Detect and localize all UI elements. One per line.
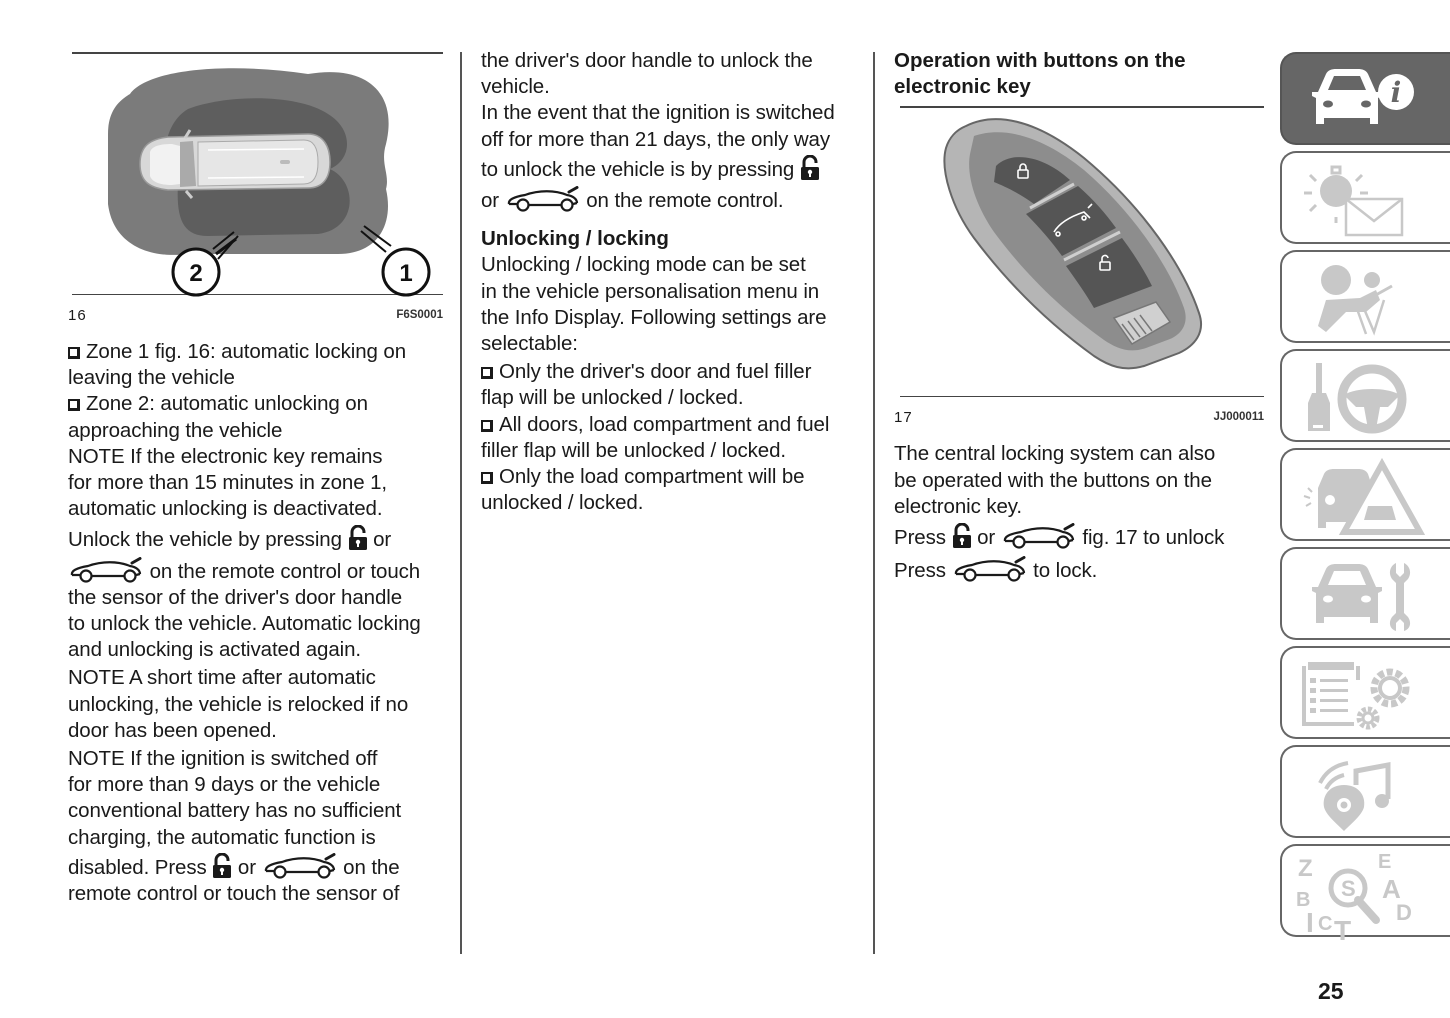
bullet-item: Zone 2: automatic unlocking on bbox=[68, 391, 443, 417]
bullet-icon bbox=[481, 472, 493, 484]
car-tailgate-icon bbox=[68, 557, 144, 583]
svg-text:S: S bbox=[1341, 876, 1356, 901]
key-steering-wheel-icon bbox=[1296, 359, 1426, 435]
seatbelt-airbag-icon bbox=[1296, 260, 1426, 336]
tab-multimedia[interactable] bbox=[1280, 745, 1450, 838]
car-wrench-icon bbox=[1296, 557, 1426, 633]
bullet-item: Only the driver's door and fuel filler bbox=[481, 359, 856, 385]
section-heading: Operation with buttons on the electronic key bbox=[894, 49, 1186, 99]
tab-emergency[interactable] bbox=[1280, 448, 1450, 541]
svg-text:D: D bbox=[1396, 900, 1412, 925]
tab-car-info[interactable] bbox=[1280, 52, 1450, 145]
unlock-padlock-icon bbox=[952, 523, 972, 549]
svg-text:Z: Z bbox=[1298, 855, 1313, 882]
keyless-zones-illustration bbox=[68, 54, 443, 294]
column-1 bbox=[68, 48, 443, 907]
unlock-padlock-icon bbox=[800, 155, 820, 181]
tab-dashboard-lights[interactable] bbox=[1280, 151, 1450, 244]
figure-bottom-rule bbox=[72, 294, 443, 296]
svg-text:1: 1 bbox=[399, 259, 413, 287]
tab-starting-driving[interactable] bbox=[1280, 349, 1450, 442]
svg-text:B: B bbox=[1296, 889, 1311, 911]
note-text: NOTE A short time after automatic bbox=[68, 666, 376, 690]
column-divider bbox=[460, 52, 462, 954]
svg-text:E: E bbox=[1378, 851, 1392, 873]
unlock-padlock-icon bbox=[212, 853, 232, 879]
body-text: The central locking system can also be operated with the buttons on the electronic key. Press or fig. 17 to unlock Press to lock. bbox=[894, 442, 1225, 583]
column-3 bbox=[894, 48, 1264, 584]
note-text: NOTE If the ignition is switched off bbox=[68, 747, 378, 771]
bullet-icon bbox=[481, 420, 493, 432]
svg-text:2: 2 bbox=[189, 259, 203, 287]
column-divider bbox=[873, 52, 875, 954]
figure-code: F6S0001 bbox=[396, 309, 443, 321]
figure-caption bbox=[68, 305, 443, 325]
bullet-icon bbox=[68, 399, 80, 411]
alphabet-search-icon bbox=[1296, 851, 1426, 946]
svg-text:A: A bbox=[1382, 874, 1401, 904]
body-text: Unlocking / locking mode can be set in the vehicle personalisation menu in the Info Display. Following settings are selectable: Only the driver's door and fuel filler flap will be unlocked / locked. All doors, load compartment and fuel filler flap will be unlocked / locked. Only the load compartment will be unlocked / locked. bbox=[481, 252, 856, 516]
bullet-icon bbox=[481, 367, 493, 379]
car-tailgate-icon bbox=[952, 556, 1028, 582]
tab-technical-data[interactable] bbox=[1280, 646, 1450, 739]
figure-16 bbox=[68, 52, 443, 325]
tab-maintenance[interactable] bbox=[1280, 547, 1450, 640]
body-text: the driver's door handle to unlock the vehicle. In the event that the ignition is switched off for more than 21 days, the only way to unlock the vehicle is by pressing or on the remote control. bbox=[481, 49, 835, 213]
list-gears-icon bbox=[1296, 656, 1426, 732]
figure-bottom-rule bbox=[900, 396, 1264, 398]
warning-light-message-icon bbox=[1296, 161, 1426, 237]
bullet-item: Only the load compartment will be bbox=[481, 464, 856, 490]
car-warning-triangle-icon bbox=[1296, 458, 1426, 534]
section-heading: Unlocking / locking bbox=[481, 227, 669, 251]
column-2 bbox=[481, 48, 856, 516]
body-text: Zone 1 fig. 16: automatic locking on leaving the vehicle Zone 2: automatic unlocking on approaching the vehicle NOTE If the electronic key remains for more than 15 minutes in zone 1, automatic unlocking is deactivated. Unlock the vehicle by pressing or on the remote control or touch the sensor of the driver's door handle to unlock the vehicle. Automatic locking and unlocking is activated again. NOTE A short time after automatic unlocking, the vehicle is relocked if no door has been opened. NOTE If the ignition is switched off for more than 9 days or the vehicle conventional battery has no sufficient charging, the automatic function is disabled. Press or on the remote control or touch the sensor of bbox=[68, 339, 443, 907]
figure-number: 16 bbox=[68, 306, 87, 324]
tab-index[interactable] bbox=[1280, 844, 1450, 946]
svg-text:I: I bbox=[1306, 907, 1314, 938]
bullet-icon bbox=[68, 347, 80, 359]
svg-text:C: C bbox=[1318, 913, 1333, 935]
figure-caption bbox=[894, 407, 1264, 427]
svg-text:T: T bbox=[1334, 915, 1352, 946]
note-text: NOTE If the electronic key remains bbox=[68, 444, 383, 468]
figure-number: 17 bbox=[894, 408, 913, 426]
car-tailgate-icon bbox=[262, 853, 338, 879]
car-top-view bbox=[140, 130, 330, 198]
svg-text:i: i bbox=[1390, 76, 1402, 109]
page-number: 25 bbox=[1318, 978, 1344, 1004]
figure-code: JJ000011 bbox=[1213, 411, 1264, 424]
tab-safety[interactable] bbox=[1280, 250, 1450, 343]
figure-17 bbox=[894, 106, 1264, 427]
bullet-item: All doors, load compartment and fuel bbox=[481, 412, 856, 438]
car-info-icon bbox=[1296, 62, 1426, 138]
unlock-padlock-icon bbox=[348, 525, 368, 551]
bullet-item: Zone 1 fig. 16: automatic locking on bbox=[68, 339, 443, 365]
electronic-key-illustration bbox=[894, 108, 1260, 396]
location-music-icon bbox=[1296, 755, 1426, 831]
car-tailgate-icon bbox=[505, 186, 581, 212]
car-tailgate-icon bbox=[1001, 523, 1077, 549]
chapter-tabs bbox=[1280, 52, 1450, 946]
